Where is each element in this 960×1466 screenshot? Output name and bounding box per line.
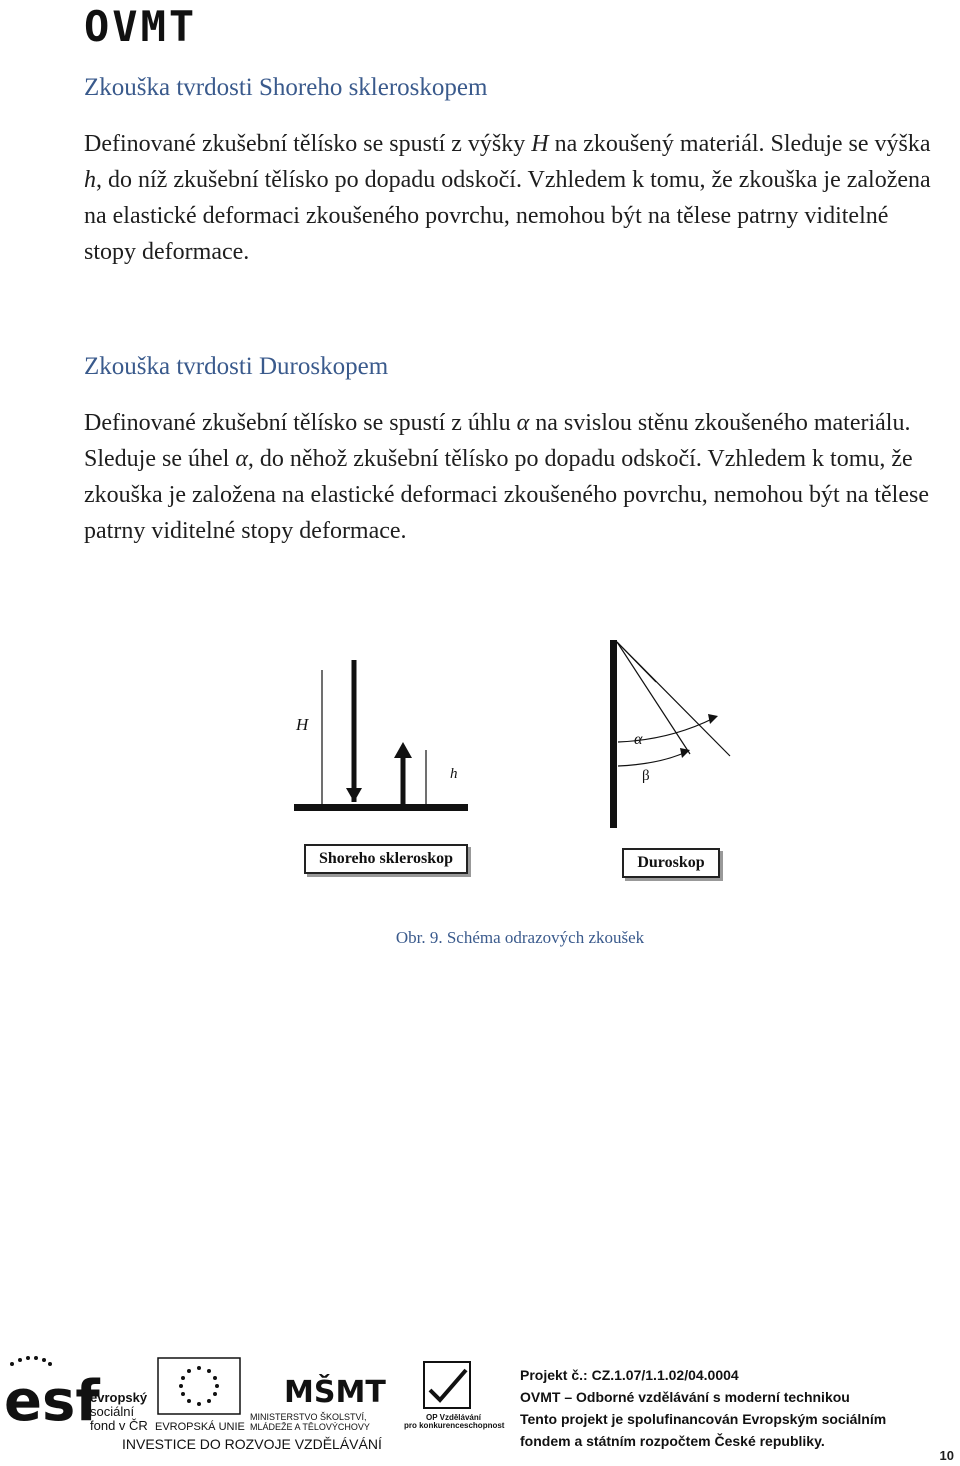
wall <box>610 640 617 828</box>
pendulum-line-inner <box>617 642 656 682</box>
paragraph-duroskop <box>84 405 944 549</box>
page-number: 10 <box>939 1448 954 1463</box>
esf-logo: esf <box>4 1369 100 1434</box>
project-line-3: Tento projekt je spolufinancován Evropským sociálním <box>520 1411 887 1427</box>
label-beta: β <box>642 768 650 784</box>
arc-beta-arrow <box>680 748 690 758</box>
project-line-4: fondem a státním rozpočtem České republiky. <box>520 1433 825 1449</box>
section-title-shore: Zkouška tvrdosti Shoreho skleroskopem <box>84 74 488 101</box>
ovmt-logo: OVMT <box>84 2 198 51</box>
variable-alpha: α <box>516 410 530 436</box>
op-text-2: pro konkurenceschopnost <box>404 1421 505 1430</box>
op-checkmark-icon <box>430 1370 466 1400</box>
msmt-text-2: MLÁDEŽE A TĚLOVÝCHOVY <box>250 1422 370 1432</box>
msmt-logo: MŠMT <box>284 1375 386 1410</box>
rebound-arrow-head <box>394 742 412 758</box>
esf-text-2: sociální <box>90 1404 135 1419</box>
shore-label-box <box>304 844 468 874</box>
label-alpha: α <box>634 731 643 748</box>
op-text-1: OP Vzdělávání <box>426 1413 481 1422</box>
project-line-2: OVMT – Odborné vzdělávání s moderní technikou <box>520 1389 850 1405</box>
arc-alpha <box>618 718 714 742</box>
text-run: , do níž zkušební tělísko po dopadu odskočí. Vzhledem k tomu, že zkouška je založena na elastické deformaci zkoušeného povrchu, nemohou být na tělese patrny viditelné stopy deformace. <box>84 167 931 265</box>
project-line-1: Projekt č.: CZ.1.07/1.1.02/04.0004 <box>520 1367 739 1383</box>
eu-label: EVROPSKÁ UNIE <box>155 1421 245 1433</box>
investice-text: INVESTICE DO ROZVOJE VZDĚLÁVÁNÍ <box>122 1436 382 1452</box>
label-h: h <box>450 766 458 782</box>
duroskop-label-box <box>622 848 720 878</box>
text-run: na svislou stěnu zkoušeného materiálu. Sleduje se úhel <box>84 410 911 472</box>
msmt-text-1: MINISTERSTVO ŠKOLSTVÍ, <box>250 1412 367 1422</box>
text-run: na zkoušený materiál. Sleduje se výška <box>548 131 931 157</box>
eu-stars-icon <box>179 1366 219 1406</box>
esf-stars-icon <box>10 1356 52 1366</box>
figure-caption: Obr. 9. Schéma odrazových zkoušek <box>395 928 645 947</box>
text-run: Definované zkušební tělísko se spustí z úhlu <box>84 410 517 436</box>
op-logo-icon <box>424 1362 470 1408</box>
project-info <box>520 1364 886 1452</box>
duroskop-label: Duroskop <box>637 854 705 871</box>
text-run: , do něhož zkušební tělísko po dopadu odskočí. Vzhledem k tomu, že zkouška je založena na elastické deformaci zkoušeného povrchu, nemohou být na tělese patrny viditelné stopy deformace. <box>84 446 929 544</box>
variable-H: H <box>531 131 549 157</box>
variable-alpha: α <box>235 446 248 472</box>
label-H: H <box>296 715 309 734</box>
esf-text-1: evropský <box>90 1390 148 1405</box>
pendulum-line-alpha <box>617 642 690 754</box>
esf-text-3: fond v ČR <box>90 1418 148 1433</box>
paragraph-shore <box>84 126 944 270</box>
duroskop-diagram <box>590 630 750 850</box>
shore-label: Shoreho skleroskop <box>318 850 454 867</box>
specimen-base <box>294 804 468 811</box>
section-title-duroskop: Zkouška tvrdosti Duroskopem <box>84 353 389 380</box>
drop-arrow-head <box>346 788 362 802</box>
arc-beta <box>618 752 686 766</box>
text-run: Definované zkušební tělísko se spustí z výšky <box>84 131 532 157</box>
variable-h: h <box>84 167 96 193</box>
arc-alpha-arrow <box>708 714 718 724</box>
